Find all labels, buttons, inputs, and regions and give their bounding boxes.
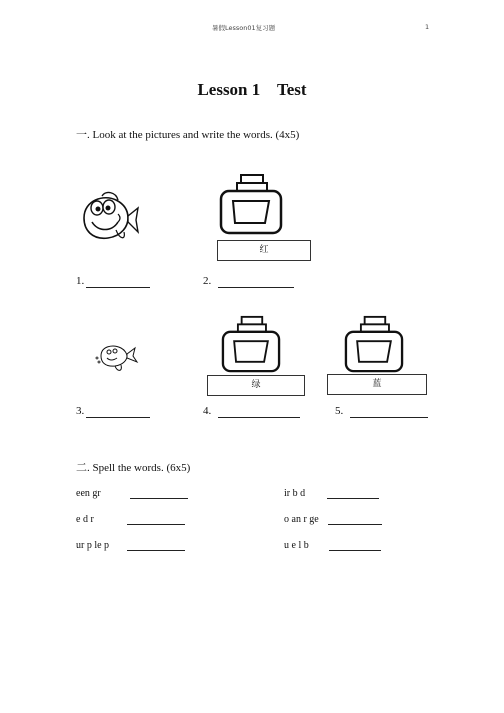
answer-line[interactable] xyxy=(127,550,185,551)
answer-line-1[interactable] xyxy=(86,287,150,288)
scrambled-word: een gr xyxy=(76,488,101,499)
answer-line[interactable] xyxy=(127,524,185,525)
scrambled-word: ur p le p xyxy=(76,540,110,551)
answer-line[interactable] xyxy=(130,498,188,499)
answer-line-4[interactable] xyxy=(218,417,300,418)
section2-heading: 二. Spell the words. (6x5) xyxy=(76,462,191,474)
bottle-icon xyxy=(219,315,283,373)
page-number: 1 xyxy=(425,23,430,31)
item-number-4: 4. xyxy=(203,405,212,417)
answer-line[interactable] xyxy=(327,498,379,499)
bottle-icon xyxy=(342,315,406,373)
answer-line-2[interactable] xyxy=(218,287,294,288)
answer-line-3[interactable] xyxy=(86,417,150,418)
small-fish-icon xyxy=(95,338,141,374)
item-number-3: 3. xyxy=(76,405,85,417)
item-number-2: 2. xyxy=(203,275,212,287)
item-number-5: 5. xyxy=(335,405,344,417)
scrambled-word: o an r ge xyxy=(284,514,319,525)
scrambled-word: ir b d xyxy=(284,488,306,499)
color-label-blue: 蓝 xyxy=(327,374,427,395)
answer-line-5[interactable] xyxy=(350,417,428,418)
answer-line[interactable] xyxy=(328,524,382,525)
header-title: 暑假Lesson01复习题 xyxy=(212,24,276,32)
scrambled-word: u e l b xyxy=(284,540,309,551)
section1-heading: 一. Look at the pictures and write the words. (4x5) xyxy=(76,129,300,141)
bottle-icon xyxy=(219,173,283,235)
scrambled-word: e d r xyxy=(76,514,94,525)
color-label-red: 红 xyxy=(217,240,311,261)
color-label-green: 绿 xyxy=(207,375,305,396)
fish-icon xyxy=(78,190,140,246)
item-number-1: 1. xyxy=(76,275,85,287)
answer-line[interactable] xyxy=(329,550,381,551)
page-title: Lesson 1 Test xyxy=(197,80,307,99)
